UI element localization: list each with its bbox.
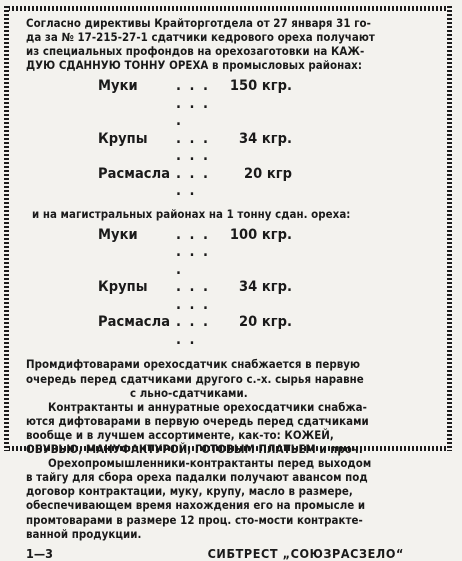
notice-content [26,16,434,561]
paragraph-line: ванной продукции. [26,526,142,541]
price-row [98,166,298,201]
paragraph-line: вообще и в лучшем ассортименте, как-то: КОЖЕЙ, [26,427,334,442]
paragraph-line: обеспечивающем время нахождения его на промысле и [26,498,366,513]
paragraph-line: очередь перед сдатчиками другого с.-х. сырья наравне [26,371,364,386]
paragraph-line: в тайгу для сбора ореха падалки получают авансом под [26,470,368,485]
paragraph-line: ются дифтоварами в первую очередь перед сдатчиками [26,413,369,428]
intro-line: да за № 17-215-27-1 сдатчики кедрового ореха получают [26,30,375,45]
intro-paragraph [26,16,434,72]
paragraph-kontraktanty [26,400,434,456]
border-left [4,6,9,451]
price-amount: 100 кгр. [229,226,292,243]
price-dots: . . . . . . . [176,78,210,130]
price-item-name: Расмасла [98,165,171,182]
price-amount: 20 кгр [243,165,292,182]
intro-line: из специальных профондов на орехозаготовки на КАЖ- [26,44,365,59]
price-row [98,131,298,166]
border-top [4,6,452,11]
price-dots: . . . . . [176,314,210,348]
price-dots: . . . . . [176,165,210,200]
price-dots: . . . . . . [176,279,210,313]
footer-number: 1—3 [26,545,54,561]
price-dots: . . . . . . [176,130,210,165]
price-dots: . . . . . . . [176,226,210,278]
paragraph-line: промтоварами в размере 12 проц. сто-мости контракте- [26,512,363,527]
border-right [447,6,452,451]
price-amount: 20 кгр. [238,314,292,331]
price-row [98,314,298,349]
price-row [98,227,298,280]
price-amount: 34 кгр. [238,279,292,296]
paragraph-line: Контрактанты и аннуратные орехосдатчики снабжа- [48,399,367,414]
mid-line [26,207,434,221]
price-row [98,78,298,131]
mid-text: и на магистральных районах на 1 тонну сдан. ореха: [32,206,351,221]
paragraph-orekhopromyshlenniki [26,456,434,541]
price-amount: 34 кгр. [238,130,292,147]
price-item-name: Расмасла [98,314,171,331]
paragraph-line: ОБУВЬЮ, МАНУФАКТУРОЙ, ГОТОВЫМ ПЛАТЬЕМ и проч. [26,442,363,457]
signature: СИБТРЕСТ „СОЮЗРАСЗЕЛО“ [207,545,404,561]
notice-frame [4,6,452,561]
price-list-magistr [98,227,434,350]
paragraph-promdiftovary [26,357,434,399]
paragraph-line: Орехопромышленники-контрактанты перед выходом [48,456,372,471]
price-list-promysl [98,78,434,201]
price-item-name: Крупы [98,279,148,296]
price-item-name: Крупы [98,130,148,147]
paragraph-line: Промдифтоварами орехосдатчик снабжается в первую [26,357,361,372]
paragraph-line: с льно-сдатчиками. [130,385,248,400]
price-item-name: Муки [98,78,138,95]
paragraph-line: договор контрактации, муку, крупу, масло в размере, [26,484,353,499]
intro-line: ДУЮ СДАННУЮ ТОННУ ОРЕХА в промысловых районах: [26,58,362,73]
price-item-name: Муки [98,226,138,243]
price-amount: 150 кгр. [229,78,292,95]
intro-line: Согласно директивы Крайторготдела от 27 января 31 го- [26,16,371,30]
footer-row [26,547,434,561]
price-row [98,279,298,314]
